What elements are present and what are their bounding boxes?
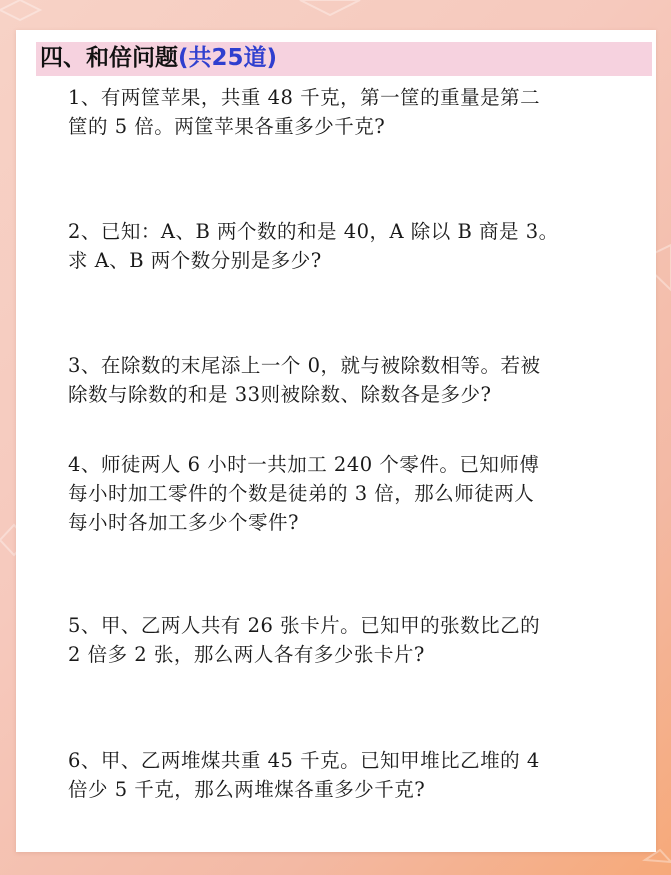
section-title-main: 四、和倍问题 [40,45,178,71]
problem-2-line-2: 求 A、B 两个数分别是多少? [68,249,322,272]
problem-3 [68,351,588,409]
section-title [40,40,277,76]
problem-4-line-1: 4、师徒两人 6 小时一共加工 240 个零件。已知师傅 [68,453,540,476]
problem-2-line-1: 2、已知：A、B 两个数的和是 40，A 除以 B 商是 3。 [68,220,559,243]
problem-3-line-1: 3、在除数的末尾添上一个 0，就与被除数相等。若被 [68,354,541,377]
problem-6-line-1: 6、甲、乙两堆煤共重 45 千克。已知甲堆比乙堆的 4 [68,749,540,772]
section-title-count: (共25道) [178,45,278,71]
problem-3-line-2: 除数与除数的和是 33则被除数、除数各是多少? [68,383,492,406]
worksheet-card [16,30,656,852]
problem-4 [68,450,588,537]
problem-1-line-1: 1、有两筐苹果，共重 48 千克，第一筐的重量是第二 [68,86,541,109]
problem-5-line-1: 5、甲、乙两人共有 26 张卡片。已知甲的张数比乙的 [68,614,541,637]
problem-2 [68,217,588,275]
problem-5 [68,611,588,669]
problem-6 [68,746,588,804]
problem-6-line-2: 倍少 5 千克，那么两堆煤各重多少千克? [68,778,426,801]
problem-5-line-2: 2 倍多 2 张，那么两人各有多少张卡片? [68,643,425,666]
problem-4-line-3: 每小时各加工多少个零件? [68,511,299,534]
problem-1 [68,83,588,141]
problem-1-line-2: 筐的 5 倍。两筐苹果各重多少千克? [68,115,386,138]
problem-4-line-2: 每小时加工零件的个数是徒弟的 3 倍，那么师徒两人 [68,482,535,505]
